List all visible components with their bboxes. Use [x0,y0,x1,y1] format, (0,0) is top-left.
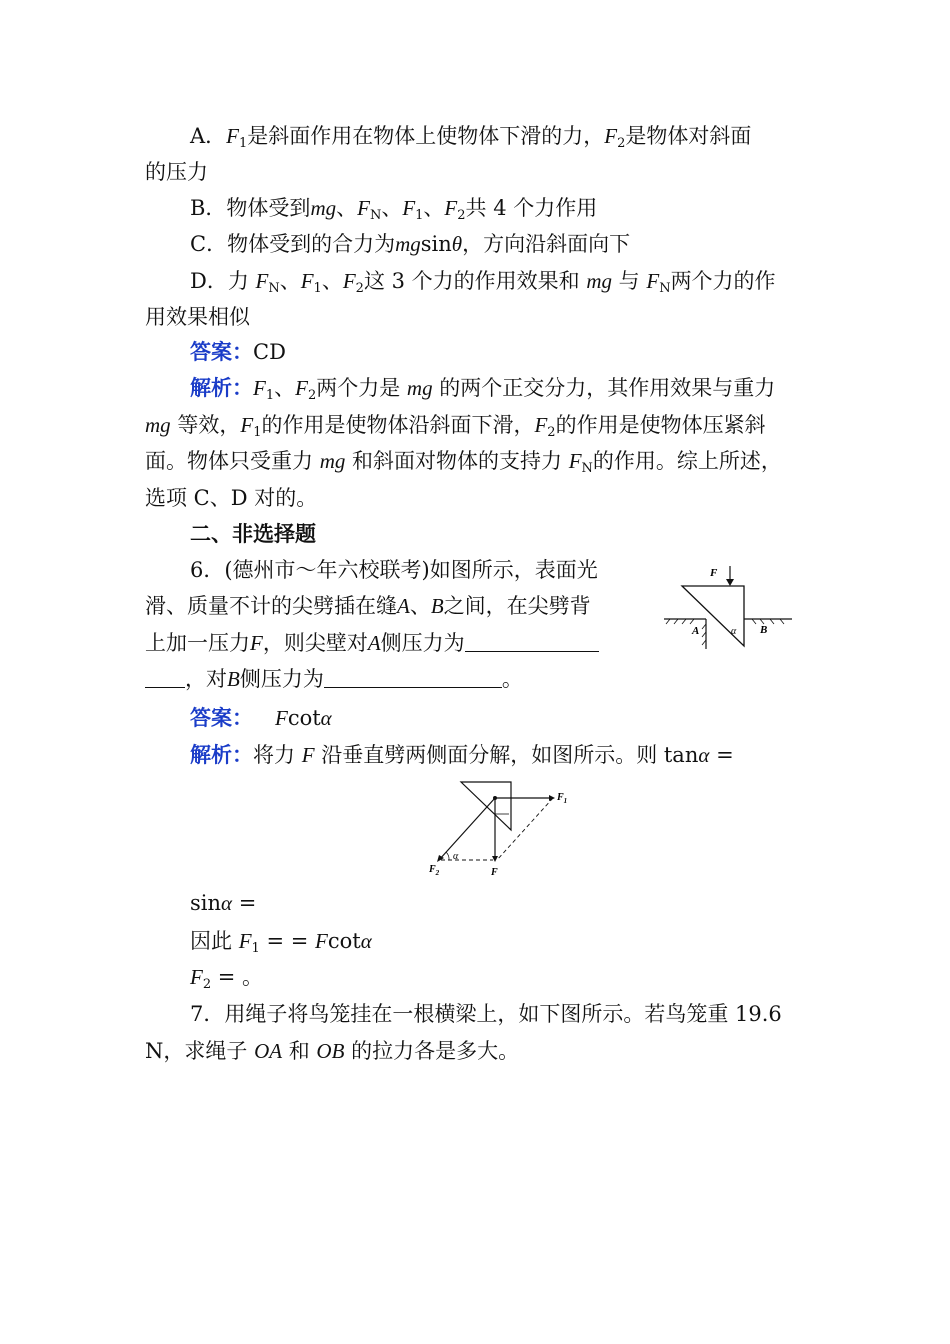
wedge-figure [660,562,800,654]
parallelogram-side [497,798,553,860]
label-F1: $F_1$ [557,792,568,805]
option-c: C．物体受到的合力为mgsinθ，方向沿斜面向下 [190,232,631,256]
label-F2: $F_2$ [429,864,440,877]
analysis-label: 解析： [190,742,253,767]
label-A: A [692,625,700,637]
answer-label: 答案： [190,339,253,364]
answer-blank-a-cont[interactable] [145,665,185,688]
option-d-line2: 用效果相似 [145,305,250,329]
option-b: B．物体受到mg、FN、F1、F2共 4 个力作用 [190,196,598,223]
label-alpha: α [731,626,737,637]
answer-blank-a[interactable] [465,629,599,652]
q6-line4: ，对B侧压力为 。 [145,664,523,694]
wedge-triangle [682,586,744,646]
q6-line2: 滑、质量不计的尖劈插在缝A、B之间，在尖劈背 [145,594,591,618]
q7-line1: 7．用绳子将鸟笼挂在一根横梁上，如下图所示。若鸟笼重 19.6 [190,1002,782,1026]
answer-q6: 答案： Fcotα [190,705,332,730]
label-alpha: α [453,851,459,862]
section-heading: 二、非选择题 [190,521,316,546]
answer-blank-b[interactable] [324,665,502,688]
option-a-line2: 的压力 [145,160,208,184]
option-a-line1: A．F1是斜面作用在物体上使物体下滑的力，F2是物体对斜面 [190,124,752,151]
option-d-line1: D．力 FN、F1、F2这 3 个力的作用效果和 mg 与 FN两个力的作 [190,269,776,296]
q6-line3: 上加一压力F，则尖壁对A侧压力为 [145,628,599,658]
f2-arrow [439,798,495,860]
analysis-q5-line1: 解析：F1、F2两个力是 mg 的两个正交分力，其作用效果与重力 [190,375,776,403]
q6-line1: 6．(德州市～年六校联考)如图所示，表面光 [190,558,598,582]
analysis-q6: 解析：将力 F 沿垂直劈两侧面分解，如图所示。则 tanα = [190,742,734,767]
answer-q5: 答案：CD [190,339,286,364]
sin-alpha-line: sinα = [190,891,257,915]
q7-line2: N，求绳子 OA 和 OB 的拉力各是多大。 [145,1039,520,1063]
analysis-q5-line3: 面。物体只受重力 mg 和斜面对物体的支持力 FN的作用。综上所述， [145,449,782,476]
wedge-outline [461,782,511,830]
f2-result-line: F2 = 。 [190,965,264,992]
force-arrowhead [726,579,734,586]
analysis-q5-line2: mg 等效，F1的作用是使物体沿斜面下滑，F2的作用是使物体压紧斜 [145,413,766,440]
f1-result-line: 因此 F1 = = Fcotα [190,929,372,956]
label-F: F [491,867,498,878]
analysis-q5-line4: 选项 C、D 对的。 [145,486,318,510]
label-F: F [710,567,718,579]
answer-label: 答案： [190,705,253,730]
analysis-label: 解析： [190,375,253,400]
force-decomposition-figure [425,780,575,880]
label-B: B [760,624,768,636]
